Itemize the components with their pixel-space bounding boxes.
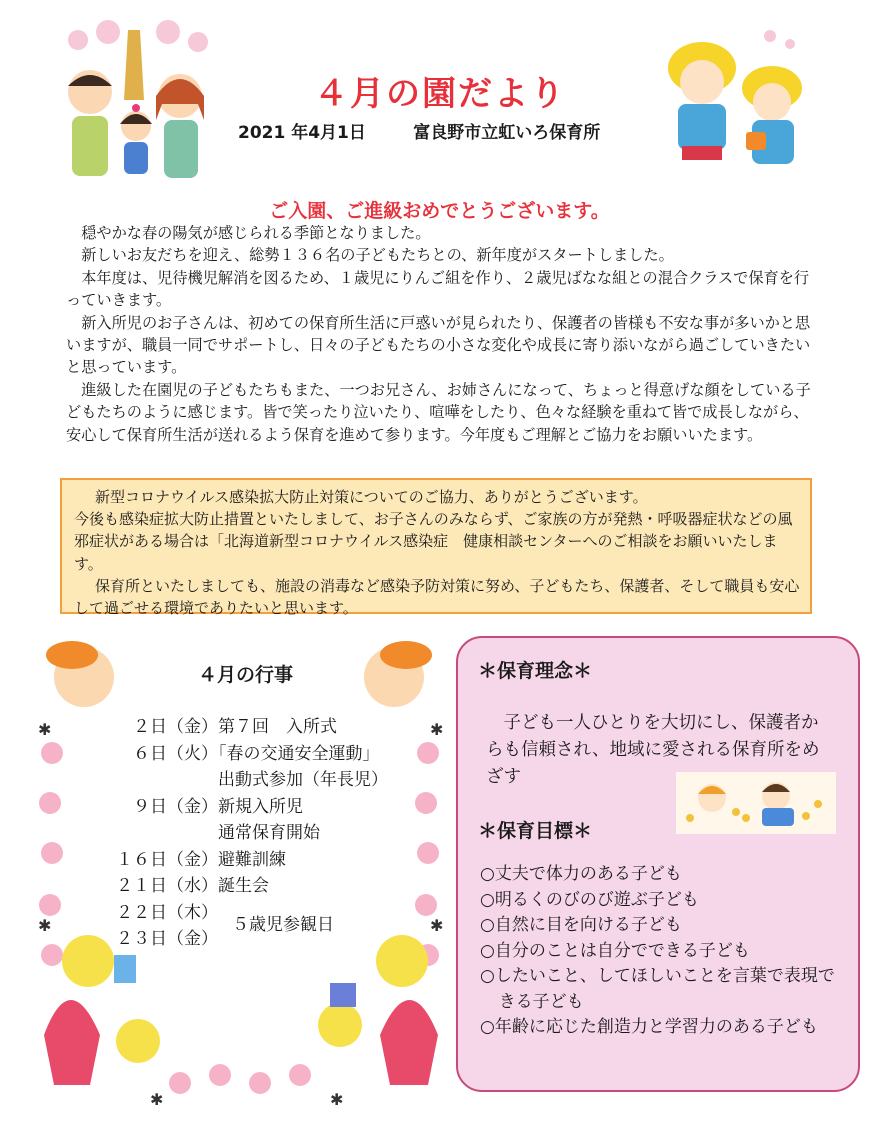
merged-event: ５歳児参観日 [232, 915, 334, 935]
goal-item: ○自然に目を向ける子ども [480, 915, 682, 935]
goal-item: ○年齢に応じた創造力と学習力のある子ども [480, 1017, 818, 1037]
greeting-paragraph: 進級した在園児の子どもたちもまた、一つお兄さん、お姉さんになって、ちょっと得意げな顔をしている子どもたちのように感じます。皆で笑ったり泣いたり、喧嘩をしたり、色々な経験を重ねて皆で成長しながら、安心して保育所生活が送れるよう保育を進めて参ります。今年度もご理解とご協力をお願いいたます。 [66, 380, 811, 444]
children-illustration [650, 24, 820, 184]
philosophy-title: ＊保育理念＊ [478, 660, 593, 682]
svg-text:✱: ✱ [430, 916, 444, 935]
svg-text:✱: ✱ [430, 720, 444, 739]
notice-paragraph: 新型コロナウイルス感染拡大防止対策についてのご協力、ありがとうございます。 [95, 488, 648, 506]
goal-item: ○明るくのびのび遊ぶ子ども [480, 889, 699, 910]
philosophy-paragraph: 子ども一人ひとりを大切にし、保護者からも信頼され、地域に愛される保育所をめざす [486, 713, 820, 787]
goal-item: ○したいこと、してほしいことを言葉で表現できる子ども [480, 966, 835, 1012]
svg-text:✱: ✱ [150, 1090, 164, 1105]
svg-text:✱: ✱ [38, 720, 52, 739]
greeting-paragraph: 新しいお友だちを迎え、総勢１３６名の子どもたちとの、新年度がスタートしました。 [81, 246, 674, 265]
goals-list [480, 862, 840, 1041]
event-line: ２３日（金） [116, 929, 218, 949]
newsletter-title: ４月の園だより [314, 74, 566, 114]
event-line: ９日（金）新規入所児 [116, 796, 303, 817]
event-line: ２１日（水）誕生会 [116, 876, 269, 896]
event-line: ２日（金）第７回 入所式 [116, 717, 337, 737]
event-line: ６日（火）「春の交通安全運動」 [116, 743, 380, 764]
svg-text:✱: ✱ [330, 1090, 344, 1105]
goal-item: ○自分のことは自分でできる子ども [480, 940, 750, 961]
event-line: 出動式参加（年長児） [116, 770, 388, 790]
events-title: ４月の行事 [198, 664, 294, 686]
event-line: ２２日（木） [116, 902, 218, 923]
greeting-body [66, 222, 816, 446]
notice-paragraph: 保育所といたしましても、施設の消毒など感染予防対策に努め、子どもたち、保護者、そして職員も安心して過ごせる環境でありたいと思います。 [74, 576, 800, 618]
notice-paragraph: 今後も感染症拡大防止措置といたしまして、お子さんのみならず、ご家族の方が発熱・呼吸器症状などの風邪症状がある場合は「北海道新型コロナウイルス感染症 健康相談センターへのご相談をお願いいたします。 [74, 510, 793, 573]
greeting-heading: ご入園、ご進級おめでとうございます。 [269, 200, 610, 222]
event-line: １６日（金）避難訓練 [116, 849, 286, 870]
goals-title: ＊保育目標＊ [478, 820, 593, 842]
children-playing-illustration [676, 772, 836, 834]
event-line: 通常保育開始 [116, 823, 320, 843]
dateline [238, 118, 600, 143]
organization-name: 富良野市立虹いろ保育所 [413, 123, 601, 143]
goal-item: ○丈夫で体力のある子ども [480, 864, 682, 884]
greeting-paragraph: 新入所児のお子さんは、初めての保育所生活に戸惑いが見られたり、保護者の皆様も不安な事が多いかと思いますが、職員一同でサポートし、日々の子どもたちの小さな変化や成長に寄り添いながら過ごしていきたいと思っています。 [66, 313, 811, 377]
issue-date: 2021 年4月1日 [238, 123, 366, 143]
family-illustration [48, 20, 228, 190]
greeting-paragraph: 穏やかな春の陽気が感じられる季節となりました。 [81, 224, 431, 242]
covid-notice-box [60, 478, 812, 618]
svg-text:✱: ✱ [38, 916, 52, 935]
greeting-paragraph: 本年度は、児待機児解消を図るため、１歳児にりんご組を作り、２歳児ばなな組との混合クラスで保育を行っていきます。 [66, 268, 810, 310]
